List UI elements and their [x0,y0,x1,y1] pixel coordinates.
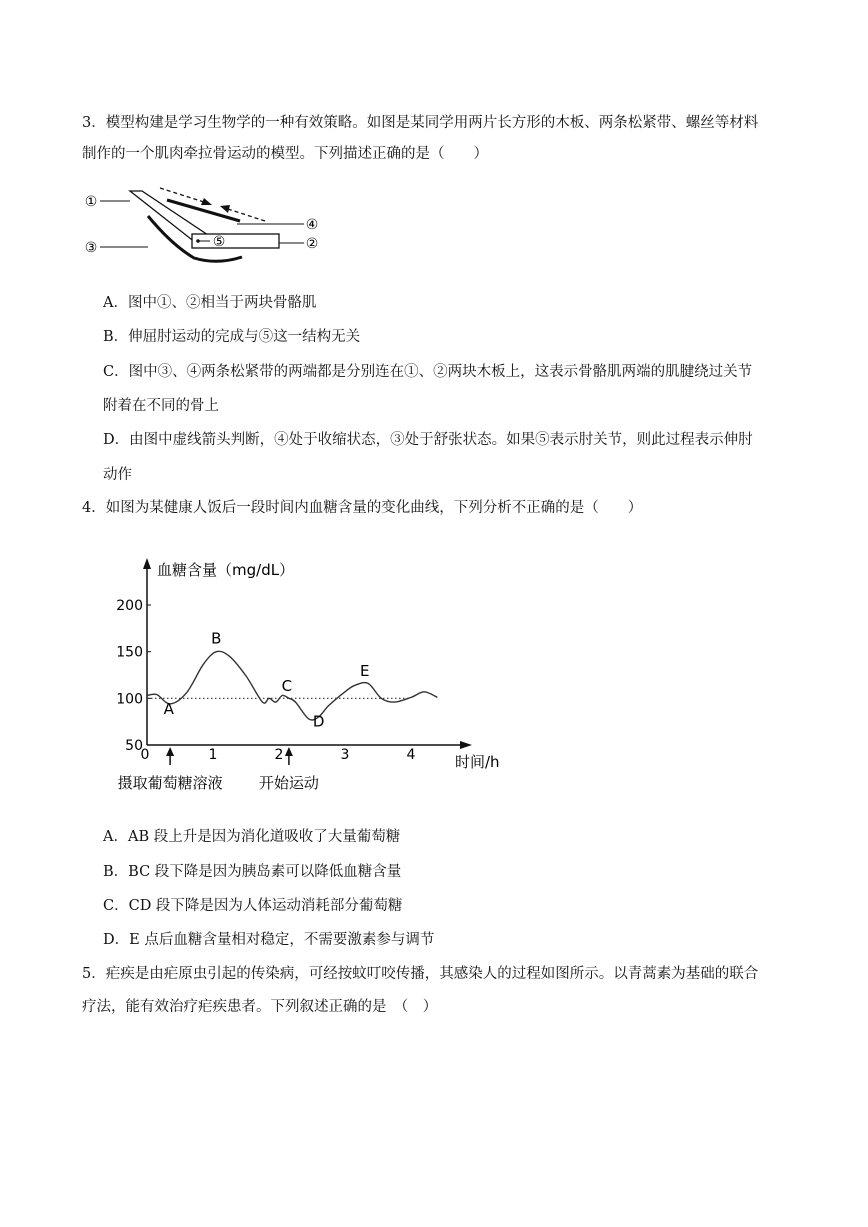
q5-stem-line-2: 疗法，能有效治疗疟疾患者。下列叙述正确的是 （ ） [82,999,438,1015]
point-label-A: A [163,700,174,719]
y-tick-label: 100 [116,691,143,708]
point-label-D: D [312,712,325,731]
label-5: ⑤ [212,234,226,250]
x-tick-label: 1 [208,747,218,763]
q4-option-b: B．BC 段下降是因为胰岛素可以降低血糖含量 [103,864,402,880]
q3-option-b: B．伸屈肘运动的完成与⑤这一结构无关 [103,329,361,345]
glucose-curve [147,651,437,720]
dashed-arrow-up-head [220,205,230,213]
x-tick-label: 3 [340,747,350,763]
event-arrow-head [166,747,174,756]
point-label-E: E [360,661,370,680]
x-tick-label: 2 [274,747,284,763]
q3-option-c-cont: 附着在不同的骨上 [103,398,219,414]
q4-stem: 4．如图为某健康人饭后一段时间内血糖含量的变化曲线，下列分析不正确的是（ ） [82,500,643,516]
point-label-C: C [281,676,293,695]
blood-glucose-chart [110,555,510,795]
y-axis-label: 血糖含量（mg/dL） [157,561,295,579]
q3-option-d: D．由图中虚线箭头判断，④处于收缩状态，③处于舒张状态。如果⑤表示肘关节，则此过程表示伸肘 [103,432,753,448]
label-4: ④ [305,217,319,233]
q4-option-c: C．CD 段下降是因为人体运动消耗部分葡萄糖 [103,898,403,914]
q3-stem-line-2: 制作的一个肌肉牵拉骨运动的模型。下列描述正确的是（ ） [82,146,488,162]
q3-option-a: A．图中①、②相当于两块骨骼肌 [103,295,317,311]
q4-option-a: A．AB 段上升是因为消化道吸收了大量葡萄糖 [103,829,401,845]
y-tick-label: 200 [116,598,143,615]
q4-option-d: D．E 点后血糖含量相对稳定，不需要激素参与调节 [103,932,435,948]
q3-option-c: C．图中③、④两条松紧带的两端都是分别连在①、②两块木板上，这表示骨骼肌两端的肌腱绕过关节 [103,364,753,380]
x-tick-label: 4 [406,747,416,763]
point-label-B: B [211,629,222,648]
event-label: 摄取葡萄糖溶液 [117,774,223,792]
label-2: ② [305,236,319,252]
y-axis-arrow [143,558,151,569]
x-axis-arrow [460,741,472,749]
x-tick-label: 0 [140,747,150,763]
q5-stem-line-1: 5．疟疾是由疟原虫引起的传染病，可经按蚊叮咬传播，其感染人的过程如图所示。以青蒿素为基础的联合 [82,966,759,982]
q3-option-d-cont: 动作 [103,467,132,483]
label-1: ① [84,194,98,210]
dashed-arrow-down [160,188,204,202]
y-tick-label: 50 [125,738,143,754]
y-tick-label: 150 [116,644,143,661]
dashed-arrow-down-head [201,198,212,205]
muscle-bone-model-figure [82,183,322,273]
label-3: ③ [84,240,98,256]
q3-stem-line-1: 3．模型构建是学习生物学的一种有效策略。如图是某同学用两片长方形的木板、两条松紧带、螺丝等材料 [82,115,759,131]
event-label: 开始运动 [258,774,319,792]
x-axis-label: 时间/h [455,753,500,771]
event-arrow-head [285,747,293,756]
